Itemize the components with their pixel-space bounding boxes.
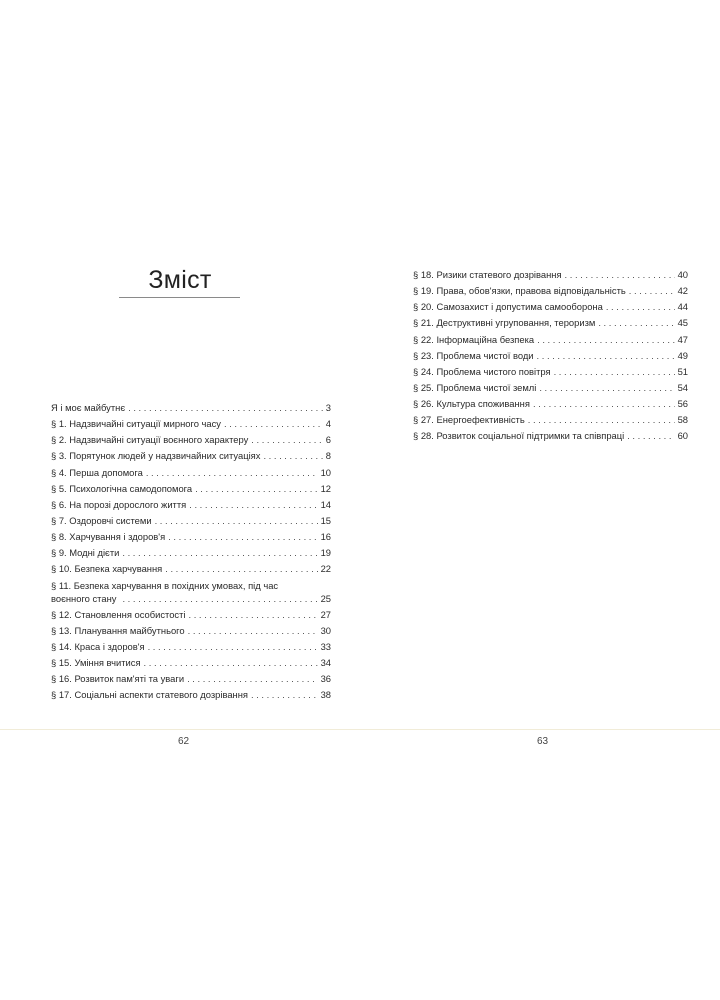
toc-entry[interactable] [413,365,688,378]
toc-leader-dots [629,284,675,297]
toc-entry[interactable] [413,413,688,426]
toc-leader-dots [533,397,675,410]
toc-entry-page: 49 [677,349,688,361]
toc-entry-page: 22 [320,563,331,575]
toc-leader-dots [189,608,318,621]
toc-entry-page: 3 [325,402,331,413]
toc-entry-label: § 3. Порятунок людей у надзвичайних ситуаціях [51,450,261,462]
toc-entry-label: § 13. Планування майбутнього [51,624,185,636]
toc-entry-label: § 19. Права, обов'язки, правова відповідальність [413,285,626,297]
toc-entry-page: 33 [320,640,331,652]
toc-entry-label: § 25. Проблема чистої землі [413,381,537,393]
toc-entry-label: § 7. Оздоровчі системи [51,514,152,526]
toc-leader-dots [144,656,318,669]
toc-entry[interactable] [51,482,331,495]
toc-leader-dots [263,449,322,462]
toc-entry-page: 15 [320,514,331,526]
toc-entry-label: § 12. Становлення особистості [51,608,186,620]
toc-entry-page: 4 [325,418,331,430]
toc-leader-dots [168,530,317,543]
toc-entry-label: Я і моє майбутнє [51,402,126,413]
toc-leader-dots [251,688,318,701]
toc-entry-label: § 27. Енергоефективність [413,414,525,426]
toc-entry-label: § 23. Проблема чистої води [413,349,534,361]
toc-entry[interactable] [413,316,688,329]
page-footer-divider [0,729,720,730]
toc-entry-label: § 6. На порозі дорослого життя [51,498,187,510]
toc-entry-page: 54 [677,381,688,393]
toc-entry-page: 51 [677,365,688,377]
toc-entry[interactable] [413,397,688,410]
toc-entry[interactable] [413,300,688,313]
toc-entry-label: § 20. Самозахист і допустима самооборона [413,301,603,313]
toc-entry[interactable] [51,449,331,462]
toc-leader-dots [188,624,318,637]
toc-leader-dots [606,300,675,313]
toc-leader-dots [565,268,675,281]
page-number-right: 63 [537,736,549,747]
toc-entry-page: 16 [320,531,331,543]
toc-entry-page: 47 [677,333,688,345]
title-underline [119,297,240,298]
toc-entry[interactable] [51,466,331,479]
toc-leader-dots [251,433,322,446]
toc-entry-page: 27 [320,608,331,620]
toc-entry-label: § 9. Модні дієти [51,547,120,559]
toc-entry-page: 60 [677,430,688,442]
toc-leader-dots [128,401,323,414]
toc-leader-dots [539,381,674,394]
toc-entry-page: 6 [325,434,331,446]
toc-leader-dots [155,514,318,527]
toc-entry[interactable] [413,429,688,442]
toc-entry-label: § 15. Уміння вчитися [51,657,141,669]
toc-leader-dots [189,498,317,511]
toc-leader-dots [122,546,317,559]
toc-entry-label: § 26. Культура споживання [413,398,530,410]
toc-entry-page: 36 [320,673,331,685]
toc-entry[interactable] [413,381,688,394]
toc-entry[interactable] [51,498,331,511]
toc-leader-dots [187,672,318,685]
toc-entry-label: § 28. Розвиток соціальної підтримки та співпраці [413,430,625,442]
toc-entry-page: 8 [325,450,331,462]
toc-leader-dots [165,562,317,575]
toc-entry[interactable] [51,672,331,685]
toc-entry-page: 42 [677,285,688,297]
toc-entry-page: 12 [320,482,331,494]
toc-leader-dots [224,417,323,430]
toc-entry-page: 38 [320,689,331,701]
toc-entry[interactable] [413,333,688,346]
toc-entry[interactable] [51,417,331,430]
toc-entry-label: воєнного стану [51,592,117,604]
toc-entry-label: § 8. Харчування і здоров'я [51,531,166,543]
toc-entry[interactable] [51,401,331,414]
page-title: Зміст [148,266,212,294]
toc-entry-label: § 11. Безпека харчування в похідних умовах, під час [51,579,279,591]
toc-entry-page: 56 [677,398,688,410]
toc-leader-dots [627,429,674,442]
toc-entry-page: 10 [320,466,331,478]
toc-entry[interactable] [51,624,331,637]
toc-entry-page: 45 [677,317,688,329]
toc-leader-dots [537,349,675,362]
toc-entry-page: 25 [320,592,331,604]
page-number-left: 62 [178,736,190,747]
toc-leader-dots [146,466,318,479]
toc-entry[interactable] [51,433,331,446]
toc-entry[interactable] [51,546,331,559]
toc-entry[interactable] [413,349,688,362]
toc-entry-label: § 2. Надзвичайні ситуації воєнного характеру [51,434,249,446]
toc-entry[interactable] [51,640,331,653]
toc-entry-label: § 5. Психологічна самодопомога [51,482,193,494]
toc-leader-dots [554,365,675,378]
toc-entry-page: 58 [677,414,688,426]
toc-entry-page: 40 [677,269,688,280]
toc-entry-label: § 14. Краса і здоров'я [51,640,145,652]
toc-entry-label: § 24. Проблема чистого повітря [413,365,551,377]
toc-entry-label: § 17. Соціальні аспекти статевого дозрівання [51,689,248,701]
toc-leader-dots [537,333,674,346]
toc-leader-dots [122,592,317,605]
toc-leader-dots [528,413,675,426]
toc-entry[interactable] [51,514,331,527]
toc-entry[interactable] [413,268,688,281]
toc-entry-page: 34 [320,657,331,669]
toc-entry[interactable] [413,284,688,297]
toc-entry-label: § 1. Надзвичайні ситуації мирного часу [51,418,221,430]
toc-entry[interactable] [51,608,331,621]
toc-entry-label: § 10. Безпека харчування [51,563,163,575]
toc-entry[interactable] [51,688,331,701]
toc-entry-label: § 16. Розвиток пам'яті та уваги [51,673,185,685]
toc-entry[interactable] [51,530,331,543]
toc-entry-label: § 22. Інформаційна безпека [413,333,535,345]
toc-entry-page: 30 [320,624,331,636]
toc-entry[interactable] [51,656,331,669]
toc-right-column [413,268,688,446]
toc-entry-page: 19 [320,547,331,559]
toc-entry-page: 14 [320,498,331,510]
toc-leader-dots [598,316,674,329]
toc-entry-label: § 21. Деструктивні угруповання, тероризм [413,317,596,329]
toc-leader-dots [148,640,318,653]
toc-leader-dots [195,482,317,495]
toc-entry[interactable] [51,579,331,605]
toc-left-column [51,401,331,705]
toc-entry-label: § 18. Ризики статевого дозрівання [413,269,562,280]
toc-entry-page: 44 [677,301,688,313]
toc-entry[interactable] [51,562,331,575]
toc-entry-label: § 4. Перша допомога [51,466,143,478]
